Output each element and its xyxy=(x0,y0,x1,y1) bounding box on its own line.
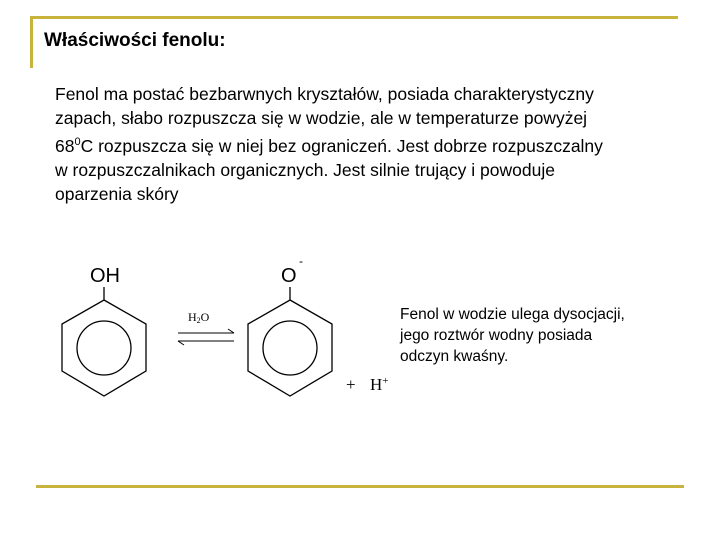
phenol-aromatic-circle xyxy=(77,321,131,375)
paragraph-temp-value: 68 xyxy=(55,135,75,156)
paragraph-line-1: Fenol ma postać bezbarwnych kryształów, posiada charakterystyczny xyxy=(55,84,594,104)
plus-sign: + xyxy=(346,375,356,394)
phenol-benzene-ring xyxy=(62,300,146,396)
proton-label: H+ xyxy=(370,375,389,394)
forward-arrow-head xyxy=(228,329,234,333)
note-line-2: jego roztwór wodny posiada xyxy=(400,327,593,344)
phenoxide-benzene-ring xyxy=(248,300,332,396)
paragraph-line-3: C rozpuszcza się w niej bez ograniczeń. Jest dobrze rozpuszczalny xyxy=(80,135,603,156)
paragraph-line-5: oparzenia skóry xyxy=(55,183,179,204)
dissociation-note xyxy=(400,304,625,367)
phenol-oh-label: OH xyxy=(90,265,120,287)
paragraph-line-2: zapach, słabo rozpuszcza się w wodzie, ale w temperaturze powyżej xyxy=(55,108,588,128)
slide-title: Właściwości fenolu: xyxy=(44,30,226,51)
paragraph-line-4: w rozpuszczalnikach organicznych. Jest silnie trujący i powoduje xyxy=(55,159,555,180)
reverse-arrow-head xyxy=(178,341,184,345)
phenoxide-charge-label: - xyxy=(299,254,303,268)
paragraph-degree-superscript: 0 xyxy=(74,136,81,148)
phenoxide-aromatic-circle xyxy=(263,321,317,375)
solvent-label: H2O xyxy=(188,310,210,325)
bottom-rule xyxy=(36,485,684,488)
note-line-1: Fenol w wodzie ulega dysocjacji, xyxy=(400,306,625,323)
phenoxide-o-label: O xyxy=(281,265,297,287)
note-line-3: odczyn kwaśny. xyxy=(400,348,509,365)
